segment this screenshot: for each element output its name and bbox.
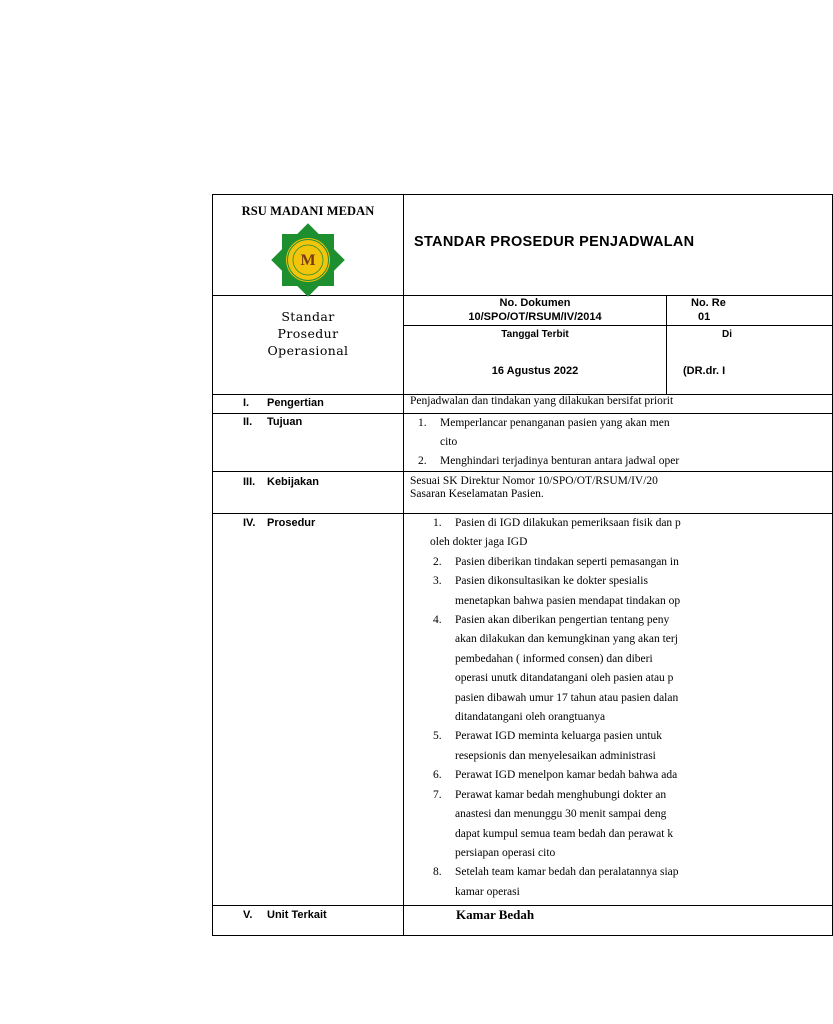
hospital-cell	[213, 195, 404, 296]
kebijakan-line-1: Sesuai SK Direktur Nomor 10/SPO/OT/RSUM/IV/20	[410, 475, 658, 487]
tujuan-num: II.	[243, 416, 253, 428]
list-item: 3. Pasien dikonsultasikan ke dokter spesialis menetapkan bahwa pasien mendapat tindakan op	[433, 575, 681, 607]
sop-document	[212, 194, 732, 922]
prosedur-label-cell	[213, 514, 404, 906]
list-item: 2. Menghindari terjadinya benturan antara jadwal oper	[418, 455, 680, 467]
tanggal-terbit-label: Tanggal Terbit	[501, 329, 569, 340]
ditetapkan-label: Di	[722, 329, 732, 340]
pengertian-label: Pengertian	[267, 397, 324, 409]
kebijakan-num: III.	[243, 476, 256, 488]
pengertian-content-cell	[404, 395, 833, 414]
tanggal-terbit-cell	[404, 326, 667, 395]
sop-table	[212, 194, 833, 936]
prosedur-num: IV.	[243, 517, 256, 529]
no-revisi-value: 01	[698, 311, 711, 323]
unit-terkait-label-cell	[213, 906, 404, 936]
kebijakan-content-cell	[404, 472, 833, 514]
prosedur-content-cell	[404, 514, 833, 906]
tujuan-content-cell	[404, 414, 833, 472]
list-item: 8. Setelah team kamar bedah dan peralatannya siap kamar operasi	[433, 866, 679, 898]
no-dokumen-cell	[404, 296, 667, 326]
list-item: 1. Memperlancar penanganan pasien yang akan men cito	[418, 417, 670, 448]
ditetapkan-cell	[667, 326, 833, 395]
unit-terkait-num: V.	[243, 909, 253, 921]
tujuan-label-cell	[213, 414, 404, 472]
no-revisi-label: No. Re	[691, 297, 726, 309]
prosedur-list	[404, 514, 832, 902]
list-item: 7. Perawat kamar bedah menghubungi dokter an anastesi dan menunggu 30 menit sampai deng dapat kumpul semua team bedah dan perawat k persiapan operasi cito	[433, 788, 674, 859]
kebijakan-label: Kebijakan	[267, 476, 319, 488]
hospital-logo	[266, 229, 350, 291]
tujuan-list	[404, 414, 832, 471]
pengertian-text: Penjadwalan dan tindakan yang dilakukan bersifat priorit	[410, 395, 674, 407]
prosedur-label: Prosedur	[267, 517, 316, 529]
unit-terkait-content-cell	[404, 906, 833, 936]
no-revisi-cell	[667, 296, 833, 326]
no-dokumen-value: 10/SPO/OT/RSUM/IV/2014	[468, 311, 602, 323]
sop-label-line-1: Standar	[281, 309, 335, 324]
sop-label-line-3: Operasional	[267, 343, 349, 358]
kebijakan-line-2: Sasaran Keselamatan Pasien.	[410, 488, 544, 500]
tanggal-terbit-value: 16 Agustus 2022	[491, 365, 579, 377]
logo-monogram: M	[300, 252, 316, 269]
unit-terkait-label: Unit Terkait	[267, 909, 327, 921]
document-title: STANDAR PROSEDUR PENJADWALAN	[414, 234, 695, 250]
pengertian-label-cell	[213, 395, 404, 414]
list-item: 1. Pasien di IGD dilakukan pemeriksaan fisik dan p oleh dokter jaga IGD	[430, 517, 681, 549]
list-item: 6. Perawat IGD menelpon kamar bedah bahwa ada	[433, 769, 678, 782]
ditetapkan-signer: (DR.dr. I	[683, 365, 726, 377]
list-item: 2. Pasien diberikan tindakan seperti pemasangan in	[433, 555, 679, 568]
list-item: 4. Pasien akan diberikan pengertian tentang peny akan dilakukan dan kemungkinan yang akan terj pembedahan ( informed consen) dan diberi operasi unutk ditandatangani oleh pasien atau p pasien dibawah umur 17 tahun atau pasien dalan ditandatangani oleh orangtuanya	[433, 614, 679, 724]
no-dokumen-label: No. Dokumen	[499, 297, 571, 309]
tujuan-label: Tujuan	[267, 416, 303, 428]
sop-label-cell	[213, 296, 404, 395]
kebijakan-label-cell	[213, 472, 404, 514]
pengertian-num: I.	[243, 397, 250, 409]
unit-terkait-text: Kamar Bedah	[456, 907, 535, 922]
title-cell	[404, 195, 833, 296]
sop-label-line-2: Prosedur	[277, 326, 339, 341]
hospital-name: RSU MADANI MEDAN	[241, 204, 375, 218]
list-item: 5. Perawat IGD meminta keluarga pasien untuk resepsionis dan menyelesaikan administrasi	[433, 730, 663, 762]
